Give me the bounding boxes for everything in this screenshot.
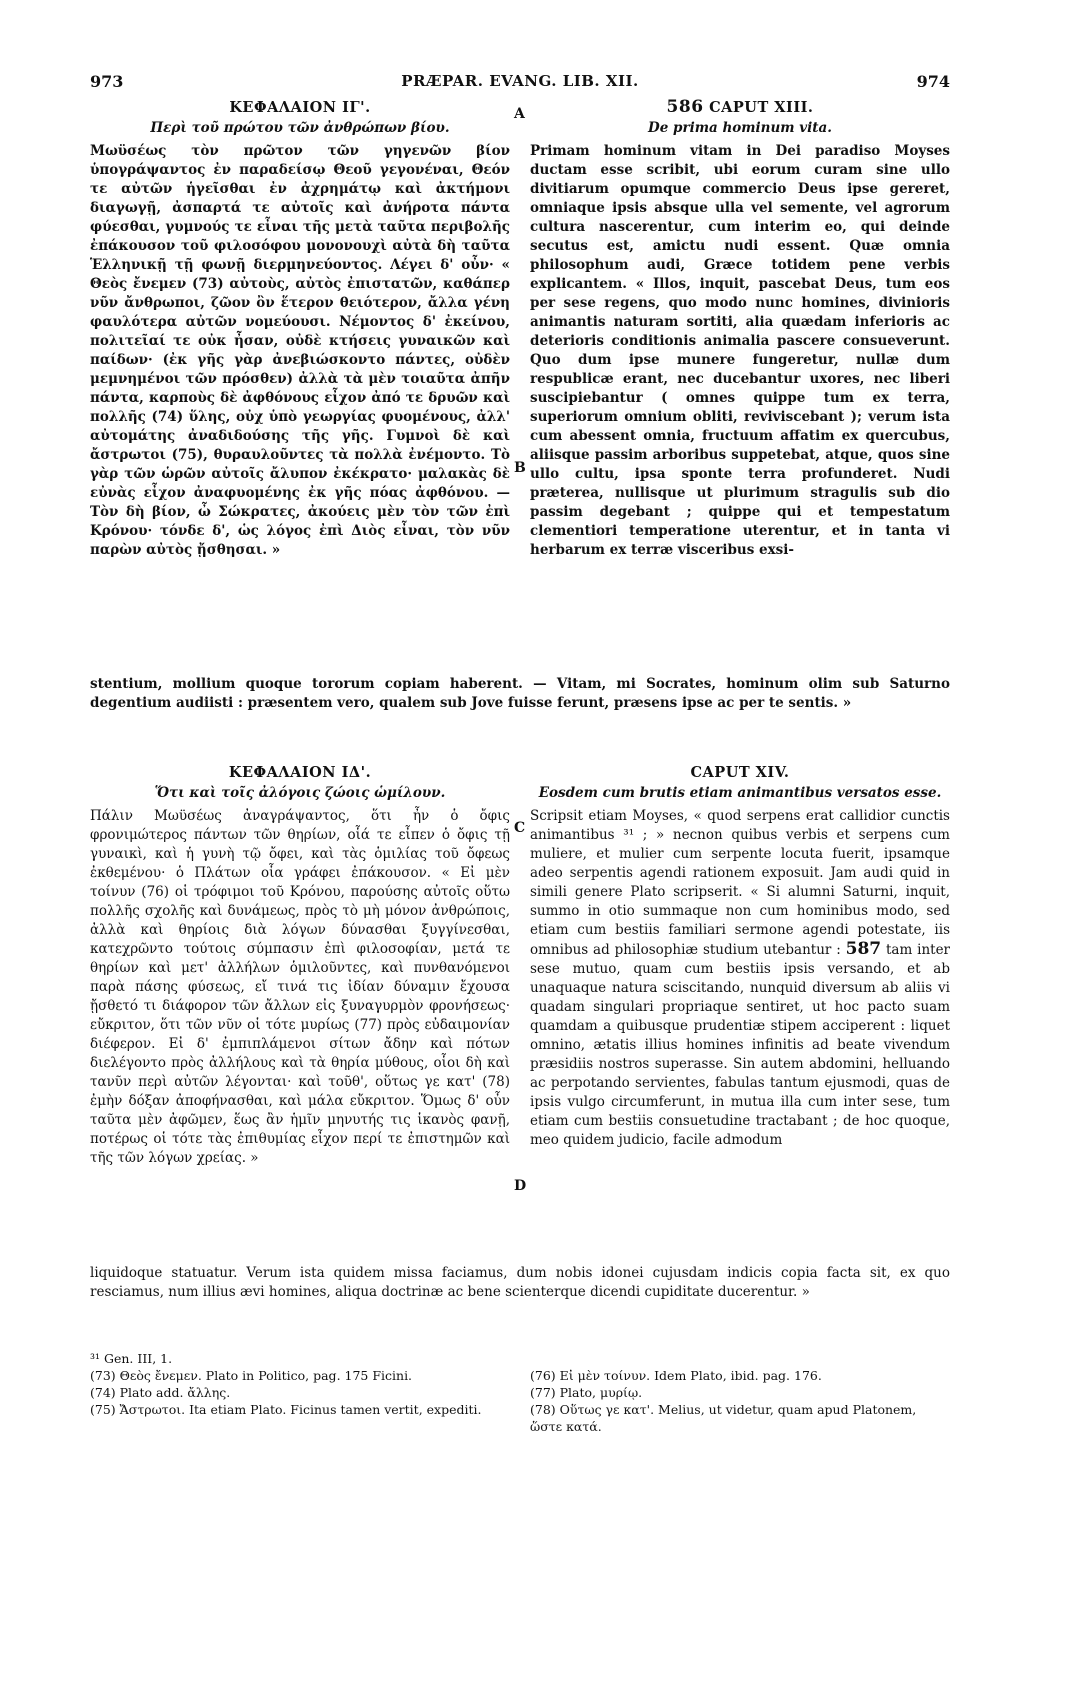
latin-chapter-text xyxy=(530,807,950,1150)
footnotes-left xyxy=(90,1350,490,1418)
footnote: (74) Plato add. ἄλλης. xyxy=(90,1385,231,1400)
column-number: 587 xyxy=(845,939,882,959)
latin-chapter-heading xyxy=(530,98,950,117)
latin-chapter-heading: CAPUT XIV. xyxy=(690,764,790,781)
chapter-13-continuation: stentium, mollium quoque tororum copiam haberent. — Vitam, mi Socrates, hominum olim sub Saturno degentium audiisti : præsentem vero, qualem sub Jove fuisse ferunt, præsens ipse ac per te sentis. » xyxy=(90,676,950,711)
latin-chapter-subheading: Eosdem cum brutis etiam animantibus versatos esse. xyxy=(538,785,942,801)
chapter-14-continuation: liquidoque statuatur. Verum ista quidem missa faciamus, dum nobis idonei cujusdam indicis copia facta sit, ex quo resciamus, num illius ævi homines, aliqua doctrinæ ac bene scienterque dicendi cupiditate ducerentur. » xyxy=(90,1265,950,1300)
footnote: (75) Ἄστρωτοι. Ita etiam Plato. Ficinus tamen vertit, expediti. xyxy=(90,1402,482,1417)
greek-chapter-text: Πάλιν Μωϋσέως ἀναγράψαντος, ὅτι ἦν ὁ ὄφις φρονιμώτερος πάντων τῶν θηρίων, οἷά τε εἶπεν ὁ ὄφις τῇ γυναικὶ, καὶ ἡ γυνὴ τῷ ὄφει, καὶ τὰς ὁμιλίας τοῦ ὄφεως ἐκθεμένου· ὁ Πλάτων οἷα γράφει ἐπάκουσον. « Εἰ μὲν τοίνυν (76) οἱ τρόφιμοι τοῦ Κρόνου, παρούσης αὐτοῖς οὕτω πολλῆς σχολῆς καὶ δυνάμεως, πρὸς τὸ μὴ μόνον ἀνθρώποις, ἀλλὰ καὶ θηρίοις διὰ λόγων δύνασθαι ξυγγίνεσθαι, κατεχρῶντο τούτοις σύμπασιν ἐπὶ φιλοσοφίαν, μετά τε θηρίων καὶ μετ' ἀλλήλων ὁμιλοῦντες, καὶ πυνθανόμενοι παρὰ πάσης φύσεως, εἴ τινά τις ἰδίαν δύναμιν ἔχουσα ᾔσθετό τι διάφορον τῶν ἄλλων εἰς ξυναγυρμὸν φρονήσεως· εὔκριτον, ὅτι τῶν νῦν οἱ τότε μυρίως (77) πρὸς εὐδαιμονίαν διέφερον. Εἰ δ' ἐμπιπλάμενοι σίτων ἄδην καὶ πότων διελέγοντο πρὸς ἀλλήλους καὶ τὰ θηρία μύθους, οἷοι δὴ καὶ τανῦν περὶ αὐτῶν λέγονται· καὶ τοῦθ', οὕτως γε κατ' (78) ἐμὴν δόξαν ἀποφήνασθαι, καὶ μάλα εὔκριτον. Ὅμως δ' οὖν ταῦτα μὲν ἀφῶμεν, ἕως ἂν ἡμῖν μηνυτής τις ἱκανὸς φανῇ, ποτέρως οἱ τότε τὰς ἐπιθυμίας εἶχον περί τε ἐπιστημῶν καὶ τῆς τῶν λόγων χρείας. » xyxy=(90,808,510,1166)
latin-chapter-subheading: De prima hominum vita. xyxy=(648,120,832,136)
footnote: (76) Εἰ μὲν τοίνυν. Idem Plato, ibid. pag. 176. xyxy=(530,1368,822,1383)
running-header xyxy=(90,72,950,94)
margin-marker-b: B xyxy=(514,460,526,476)
footnote: (78) Οὕτως γε κατ'. Melius, ut videtur, quam apud Platonem, ὥστε κατά. xyxy=(530,1402,917,1434)
margin-marker-d: D xyxy=(514,1178,527,1194)
latin-chapter-title: CAPUT XIII. xyxy=(709,99,814,116)
latin-column-chapter-14 xyxy=(530,763,950,1150)
column-number: 586 xyxy=(666,97,704,117)
footnote: (77) Plato, μυρίῳ. xyxy=(530,1385,643,1400)
page-number-left: 973 xyxy=(90,72,124,91)
greek-column-chapter-13 xyxy=(90,98,510,560)
margin-marker-a: A xyxy=(514,106,525,122)
latin-chapter-text: Primam hominum vitam in Dei paradiso Moyses ductam esse scribit, ubi eorum curam sine ullo divitiarum opumque commercio Deus ipse gereret, omniaque ipsis absque ulla vel semente, vel agrorum cultura nascerentur, cum interim eo, qui deinde secutus est, amictu nudi essent. Quæ omnia philosophum audi, Græce totidem pene verbis explicantem. « Illos, inquit, pascebat Deus, tum eos per sese regens, quo modo nunc homines, divinioris animantis naturam sortiti, alia quædam inferioris ac deterioris conditionis animalia pascere consueverunt. Quo dum ipse munere fungeretur, nullæ dum respublicæ erant, nec ducebantur uxores, nec liberi suscipiebantur ( omnes quippe tum ex terra, superiorum omnium obliti, reviviscebant ); verum ista cum abessent omnia, fructuum affatim ex quercubus, aliisque passim arboribus suppetebat, atque, quos sine ullo cultu, ipsa sponte terra profunderet. Nudi præterea, nullisque ut plurimum stragulis sub dio passim degebant ; quippe qui et tempestatum clementiori temperatione uterentur, et in tanta vi herbarum ex terræ visceribus exsi- xyxy=(530,143,950,558)
greek-chapter-text: Μωϋσέως τὸν πρῶτον τῶν γηγενῶν βίον ὑπογράψαντος ἐν παραδείσῳ Θεοῦ γεγονέναι, Θεόν τε αὐτῶν ἡγεῖσθαι ἐν ἀχρημάτῳ καὶ ἀκτήμονι διαγωγῇ, ἀσπαρτά τε αὐτοῖς καὶ ἀνήροτα πάντα φύεσθαι, γυμνούς τε εἶναι τῆς μετὰ ταῦτα περιβολῆς ἐπάκουσον τοῦ φιλοσόφου μονονουχὶ αὐτὰ δὴ ταῦτα Ἑλληνικῇ τῇ φωνῇ διερμηνεύοντος. Λέγει δ' οὖν· « Θεὸς ἔνεμεν (73) αὐτοὺς, αὐτὸς ἐπιστατῶν, καθάπερ νῦν ἄνθρωποι, ζῶον ὂν ἕτερον θειότερον, ἄλλα γένη φαυλότερα αὐτῶν νομεύουσι. Νέμοντος δ' ἐκείνου, πολιτεῖαί τε οὐκ ἦσαν, οὐδὲ κτήσεις γυναικῶν καὶ παίδων· (ἐκ γῆς γὰρ ἀνεβιώσκοντο πάντες, οὐδὲν μεμνημένοι τῶν πρόσθεν) ἀλλὰ τὰ μὲν τοιαῦτα ἀπῆν πάντα, καρποὺς δὲ ἀφθόνους εἶχον ἀπό τε δρυῶν καὶ πολλῆς (74) ὕλης, οὐχ ὑπὸ γεωργίας φυομένους, ἀλλ' αὐτομάτης ἀναδιδούσης τῆς γῆς. Γυμνοὶ δὲ καὶ ἄστρωτοι (75), θυραυλοῦντες τὰ πολλὰ ἐνέμοντο. Τὸ γὰρ τῶν ὡρῶν αὐτοῖς ἄλυπον ἐκέκρατο· μαλακὰς δὲ εὐνὰς εἶχον ἀναφυομένης ἐκ γῆς πόας ἀφθόνου. — Τὸν δὴ βίον, ὦ Σώκρατες, ἀκούεις μὲν τὸν τῶν ἐπὶ Κρόνου· τόνδε δ', ὡς λόγος ἐπὶ Διὸς εἶναι, τὸν νῦν παρὼν αὐτὸς ᾔσθησαι. » xyxy=(90,143,510,558)
running-title: PRÆPAR. EVANG. LIB. XII. xyxy=(401,72,639,90)
scripture-footnote: ³¹ Gen. III, 1. xyxy=(90,1351,173,1366)
greek-column-chapter-14 xyxy=(90,763,510,1168)
margin-marker-c: C xyxy=(514,820,526,836)
latin-text-part-1: Scripsit etiam Moyses, « quod serpens erat callidior cunctis animantibus ³¹ ; » necnon quibus verbis et serpens cum muliere, et mulier cum serpente locuta fuerit, ipsamque adeo serpentis agendi rationem exposuit. Jam audi quid in simili genere Plato scripserit. « Si alumni Saturni, inquit, summo in otio summaque non cum hominibus modo, sed etiam cum bestiis familiari sermone agendi potestate, iis omnibus ad philosophiæ studium utebantur : xyxy=(530,808,950,958)
greek-chapter-heading: ΚΕΦΑΛΑΙΟΝ ΙΓ'. xyxy=(229,99,371,116)
latin-text-part-2: tam inter sese mutuo, quam cum bestiis ipsis versando, et ab unaquaque natura sciscitando, nunquid diversum ab aliis vi quadam singulari propriaque sentiret, ut hoc pacto suam quamdam a quibusque prudentiæ stipem acciperent : liquet omnino, ætatis illius homines infinitis ad beate vivendum præsidiis nostros superasse. Sin autem abdomini, helluando ac perpotando servientes, fabulas tantum ejusmodi, quas de ipsis vulgo circumferunt, in mutua illa cum inter sese, tum etiam cum bestiis consuetudine tractabant ; de hoc quoque, meo quidem judicio, facile admodum xyxy=(530,942,951,1148)
greek-chapter-subheading: Περὶ τοῦ πρώτου τῶν ἀνθρώπων βίου. xyxy=(150,120,450,136)
footnotes-right xyxy=(530,1367,950,1435)
footnote: (73) Θεὸς ἔνεμεν. Plato in Politico, pag. 175 Ficini. xyxy=(90,1368,413,1383)
greek-chapter-subheading: Ὅτι καὶ τοῖς ἀλόγοις ζώοις ὡμίλουν. xyxy=(154,785,446,801)
latin-column-chapter-13 xyxy=(530,98,950,560)
greek-chapter-heading: ΚΕΦΑΛΑΙΟΝ ΙΔ'. xyxy=(228,764,372,781)
page-number-right: 974 xyxy=(916,72,950,91)
document-page xyxy=(90,60,950,1620)
